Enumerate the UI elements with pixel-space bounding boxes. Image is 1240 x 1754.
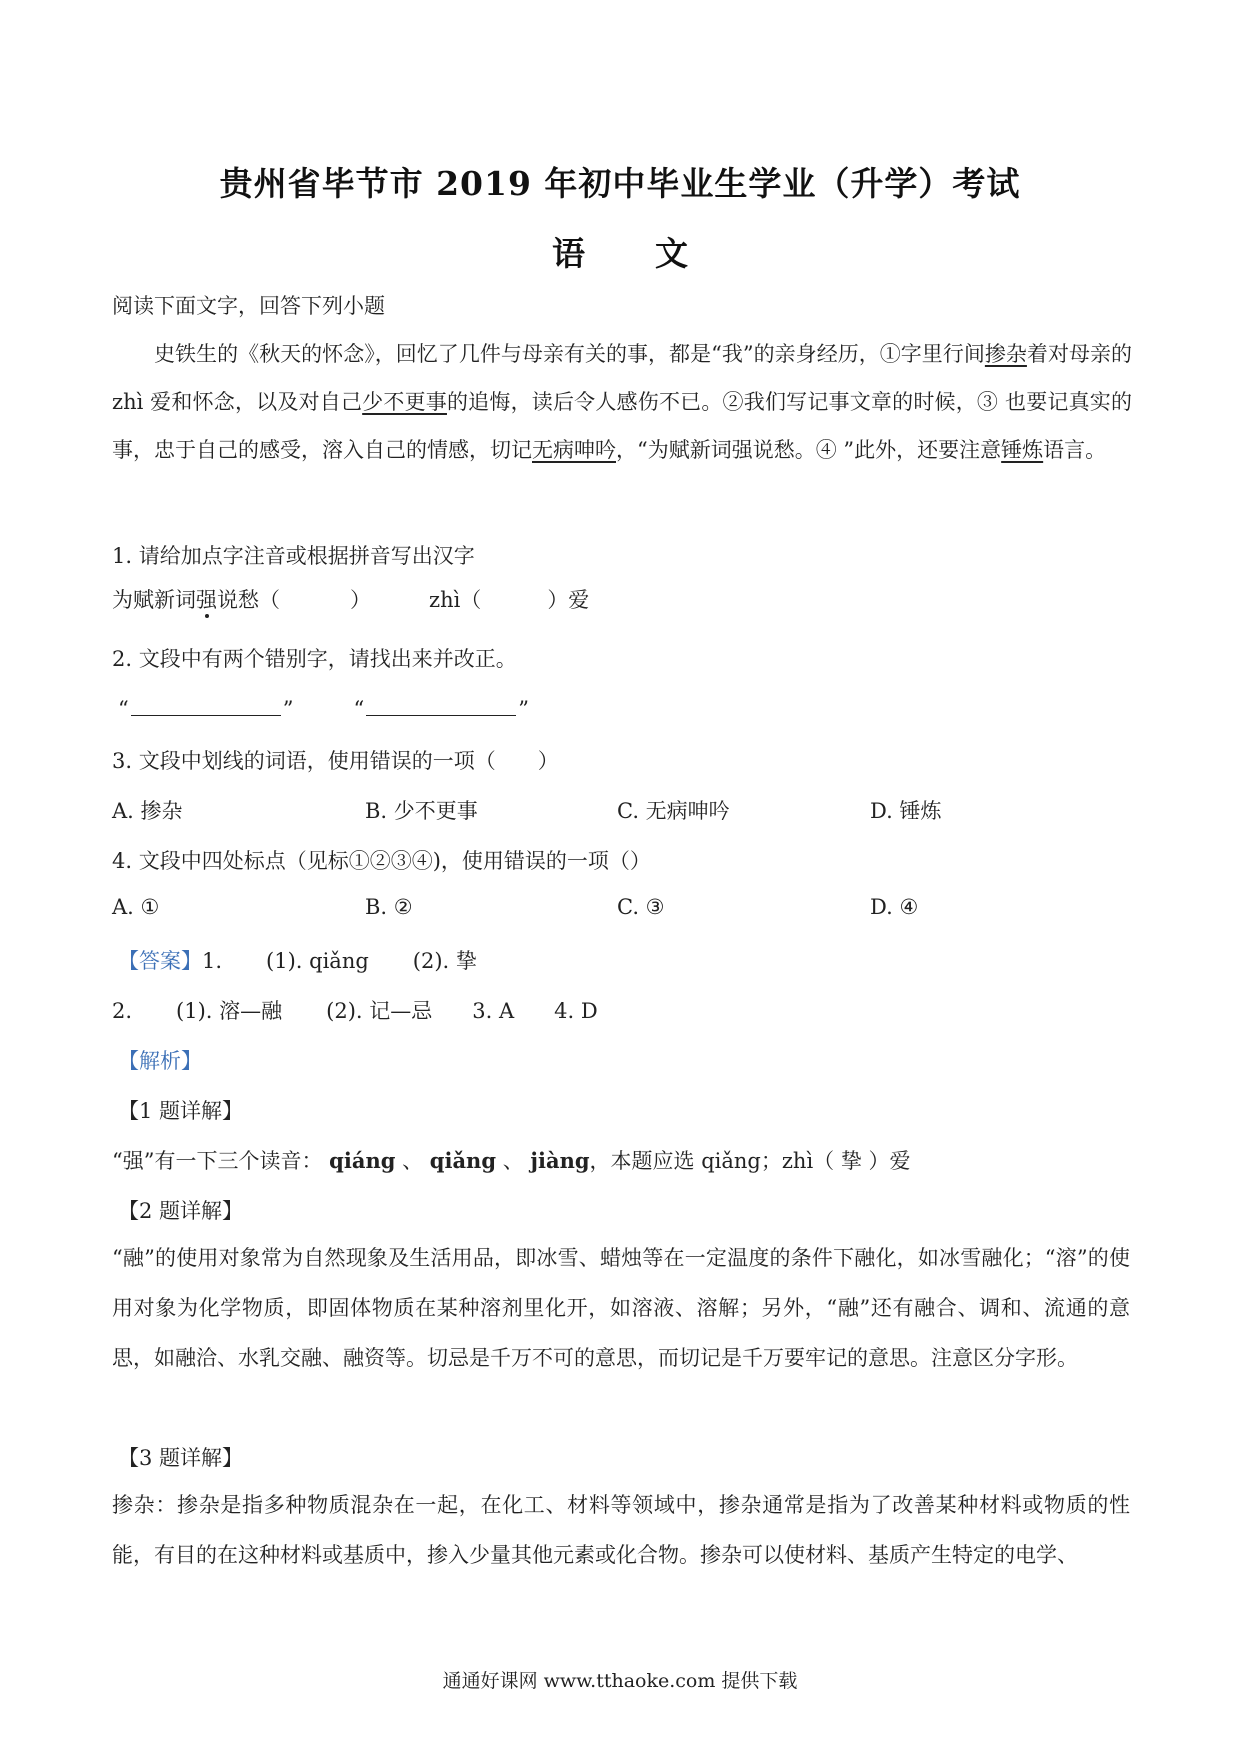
question-1-items: [112, 584, 589, 614]
q3-option-a[interactable]: A. 掺杂: [112, 799, 183, 823]
answer-blank[interactable]: [366, 693, 516, 716]
answer-2-num: 2.: [112, 999, 133, 1023]
q4-option-c[interactable]: C. ③: [617, 895, 665, 919]
quote-open: “: [118, 697, 129, 721]
q1-text-b-close: ）爱: [547, 588, 590, 612]
q3-option-b[interactable]: B. 少不更事: [365, 799, 478, 823]
separator: 、: [402, 1149, 424, 1173]
analysis-text-3: 掺杂：掺杂是指多种物质混杂在一起，在化工、材料等领域中，掺杂通常是指为了改善某种材料或物质的性能，有目的在这种材料或基质中，掺入少量其他元素或化合物。掺杂可以使材料、基质产生特定的电学、: [112, 1493, 1130, 1567]
quote-close: ”: [518, 697, 529, 721]
quote-open: “: [353, 697, 365, 721]
page-footer: 通通好课网 www.tthaoke.com 提供下载: [442, 1670, 798, 1692]
dotted-char: 强: [196, 588, 217, 612]
passage-text-4: ，“为赋新词强说愁。④ ”此外，还要注意: [616, 438, 1002, 462]
separator: 、: [502, 1149, 524, 1173]
q4-option-d[interactable]: D. ④: [870, 895, 919, 919]
question-4-stem: 4. 文段中四处标点（见标①②③④)，使用错误的一项（）: [112, 849, 651, 873]
q3-option-d[interactable]: D. 锤炼: [870, 799, 942, 823]
analysis-heading-1: 【1 题详解】: [118, 1099, 244, 1123]
underlined-word-1: 掺杂: [984, 342, 1027, 366]
analysis-1-post: ，本题应选 qiǎng；zhì（ 挚 ）爱: [589, 1149, 911, 1173]
q3-option-c[interactable]: C. 无病呻吟: [617, 799, 730, 823]
q4-option-a[interactable]: A. ①: [112, 895, 160, 919]
reading-1: qiáng: [329, 1148, 396, 1173]
answer-3: 3. A: [472, 999, 515, 1023]
q1-text-a: 为赋新词: [112, 588, 196, 612]
page-title: 贵州省毕节市 2019 年初中毕业生学业（升学）考试: [219, 164, 1021, 203]
answer-1-a: (1). qiǎng: [266, 949, 369, 973]
analysis-heading-2: 【2 题详解】: [118, 1199, 244, 1223]
answer-line-2: [112, 995, 598, 1025]
analysis-1-pre: “强”有一下三个读音：: [112, 1149, 323, 1173]
analysis-text-1: [112, 1145, 911, 1175]
passage-text-2: 着对母亲的 zhì 爱和怀念，以及对自己: [112, 342, 1133, 414]
analysis-text-2: “融”的使用对象常为自然现象及生活用品，即冰雪、蜡烛等在一定温度的条件下融化，如冰雪融化；“溶”的使用对象为化学物质，即固体物质在某种溶剂里化开，如溶液、溶解；另外，“融”还有融合、调和、流通的意思，如融洽、水乳交融、融资等。切忌是千万不可的意思，而切记是千万要牢记的意思。注意区分字形。: [112, 1246, 1130, 1370]
answer-2-a: (1). 溶—融: [176, 999, 283, 1023]
q4-option-b[interactable]: B. ②: [365, 895, 413, 919]
reading-passage: [112, 330, 1132, 474]
analysis-label: 【解析】: [118, 1049, 202, 1073]
underlined-word-2: 少不更事: [362, 390, 447, 414]
underlined-word-3: 无病呻吟: [532, 438, 616, 462]
answer-line-1: [118, 945, 477, 975]
reading-2: qiǎng: [429, 1148, 497, 1173]
q1-text-a-close: ）: [350, 588, 371, 612]
passage-text-5: 语言。: [1043, 438, 1107, 462]
answer-1-num: 1.: [202, 949, 223, 973]
passage-text-1: 史铁生的《秋天的怀念》，回忆了几件与母亲有关的事，都是“我”的亲身经历，①字里行间: [154, 342, 985, 366]
q1-text-a-open: 说愁（: [217, 588, 280, 612]
question-1-stem: 1. 请给加点字注音或根据拼音写出汉字: [112, 544, 475, 568]
underlined-word-4: 锤炼: [1001, 438, 1044, 462]
question-3-stem: 3. 文段中划线的词语，使用错误的一项（ ）: [112, 749, 559, 773]
passage-text-3: 的追悔，读后令人感伤不已。②我们写记事文章的时候，③ 也要记真实的事，忠于自己的感受，溶入自己的情感，切记: [112, 390, 1132, 462]
answer-blank[interactable]: [131, 693, 281, 716]
question-2-stem: 2. 文段中有两个错别字，请找出来并改正。: [112, 647, 517, 671]
answer-4: 4. D: [554, 999, 598, 1023]
q1-text-b-open: zhì（: [429, 588, 482, 612]
question-2-blanks: [118, 693, 529, 721]
answer-label: 【答案】: [118, 949, 202, 973]
reading-3: jiàng: [530, 1148, 590, 1173]
quote-close: ”: [282, 697, 294, 721]
analysis-heading-3: 【3 题详解】: [118, 1446, 244, 1470]
answer-1-b: (2). 挚: [412, 949, 477, 973]
intro-text: 阅读下面文字，回答下列小题: [112, 294, 385, 318]
answer-2-b: (2). 记—忌: [326, 999, 433, 1023]
page-subtitle: 语文: [552, 234, 758, 273]
